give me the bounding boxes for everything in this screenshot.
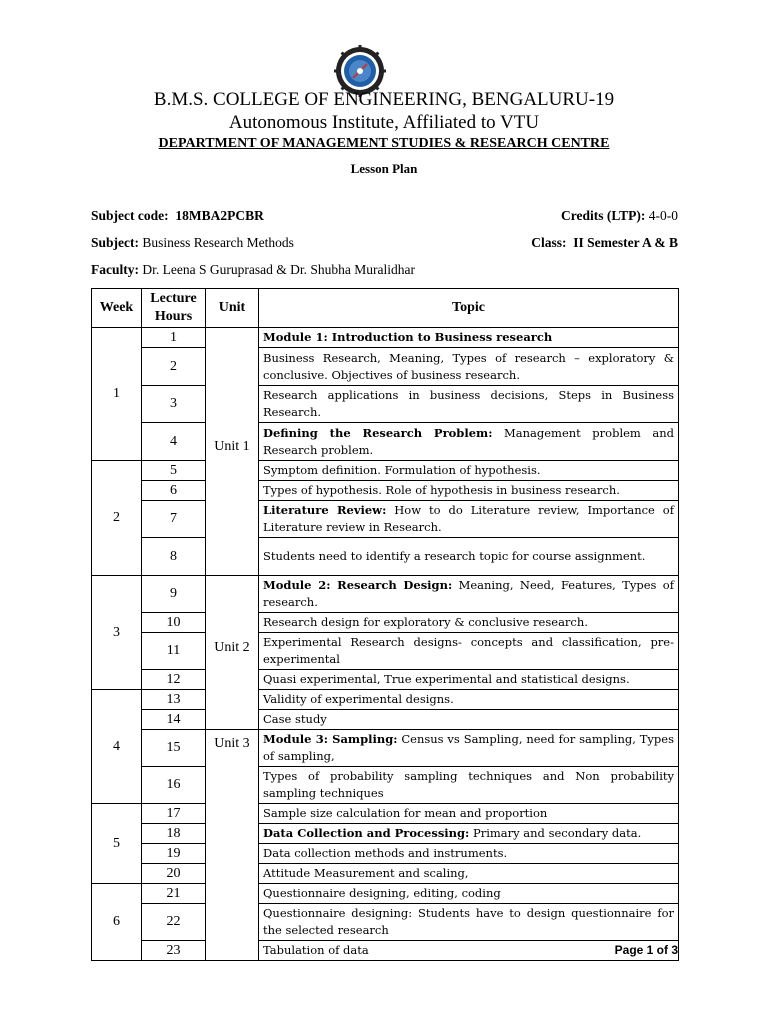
topic-text: Types of hypothesis. Role of hypothesis in business research.: [263, 483, 620, 497]
header-week: Week: [92, 289, 142, 328]
topic-text: Attitude Measurement and scaling,: [263, 866, 469, 880]
topic-cell: [259, 423, 679, 461]
topic-cell: [259, 864, 679, 884]
topic-text: Business Research, Meaning, Types of research – exploratory & conclusive. Objectives of business research.: [263, 350, 674, 382]
page-number: Page 1 of 3: [614, 943, 678, 957]
lecture-hour-cell: 1: [142, 328, 206, 348]
document-title: Lesson Plan: [350, 161, 418, 176]
topic-cell: [259, 328, 679, 348]
faculty-label: Faculty:: [91, 262, 139, 277]
topic-cell: [259, 501, 679, 538]
table-header-row: [92, 289, 679, 328]
topic-text: Primary and secondary data.: [469, 826, 642, 840]
table-row: [92, 844, 679, 864]
topic-text: Meaning, Need, Features, Types of research.: [263, 578, 674, 609]
topic-cell: [259, 633, 679, 670]
topic-text: Sample size calculation for mean and proportion: [263, 806, 548, 820]
topic-text: Management problem and Research problem.: [263, 425, 674, 457]
week-cell: 6: [92, 884, 142, 961]
subject-code: [91, 207, 264, 225]
class: [531, 234, 678, 252]
table-row: [92, 328, 679, 348]
department-name: DEPARTMENT OF MANAGEMENT STUDIES & RESEARCH CENTRE: [158, 136, 610, 151]
topic-cell: [259, 884, 679, 904]
topic-text: Types of probability sampling techniques and Non probability sampling techniques: [263, 769, 674, 800]
topic-cell: [259, 730, 679, 767]
subject-value: Business Research Methods: [142, 235, 294, 250]
lesson-plan-table: [91, 288, 679, 961]
lecture-hour-cell: 21: [142, 884, 206, 904]
class-value: II Semester A & B: [573, 235, 678, 250]
table-row: [92, 941, 679, 961]
table-row: [92, 633, 679, 670]
subject-code-label: Subject code:: [91, 208, 169, 223]
table-row: [92, 767, 679, 804]
topic-text: How to do Literature review, Importance of Literature review in Research.: [263, 503, 674, 534]
table-row: [92, 481, 679, 501]
lecture-hour-cell: 3: [142, 386, 206, 423]
credits-value: 4-0-0: [648, 208, 678, 223]
table-row: [92, 864, 679, 884]
topic-text: Questionnaire designing: Students have to design questionnaire for the selected research: [263, 906, 674, 937]
topic-cell: [259, 670, 679, 690]
topic-text: Experimental Research designs- concepts and classification, pre-experimental: [263, 635, 674, 666]
table-row: [92, 386, 679, 423]
table-row: [92, 576, 679, 613]
week-cell: 2: [92, 461, 142, 576]
topic-cell: [259, 690, 679, 710]
lecture-hour-cell: 15: [142, 730, 206, 767]
table-row: [92, 613, 679, 633]
credits: [561, 207, 678, 225]
topic-text: Tabulation of data: [263, 943, 369, 957]
week-cell: 4: [92, 690, 142, 804]
table-row: [92, 710, 679, 730]
week-cell: 3: [92, 576, 142, 690]
topic-text: Validity of experimental designs.: [263, 692, 454, 706]
institute-subtitle: Autonomous Institute, Affiliated to VTU: [228, 112, 540, 133]
topic-text: Symptom definition. Formulation of hypothesis.: [263, 463, 541, 477]
topic-cell: [259, 767, 679, 804]
table-row: [92, 461, 679, 481]
table-row: [92, 538, 679, 576]
topic-bold-text: Data Collection and Processing:: [263, 826, 470, 840]
topic-cell: [259, 461, 679, 481]
topic-bold-text: Module 3: Sampling:: [263, 732, 398, 746]
lecture-hour-cell: 14: [142, 710, 206, 730]
topic-text: Research applications in business decisions, Steps in Business Research.: [263, 388, 674, 419]
table-row: [92, 824, 679, 844]
lecture-hour-cell: 17: [142, 804, 206, 824]
week-cell: 5: [92, 804, 142, 884]
topic-text: Students need to identify a research topic for course assignment.: [263, 549, 646, 563]
unit-cell: Unit 2: [206, 576, 259, 730]
lecture-hour-cell: 6: [142, 481, 206, 501]
topic-cell: [259, 348, 679, 386]
unit-cell: Unit 1: [206, 328, 259, 576]
table-row: [92, 804, 679, 824]
lecture-hour-cell: 13: [142, 690, 206, 710]
credits-label: Credits (LTP):: [561, 208, 646, 223]
topic-bold-text: Module 2: Research Design:: [263, 578, 453, 592]
topic-cell: [259, 904, 679, 941]
lecture-hour-cell: 11: [142, 633, 206, 670]
table-row: [92, 423, 679, 461]
table-row: [92, 501, 679, 538]
college-name: B.M.S. COLLEGE OF ENGINEERING, BENGALURU-19: [153, 89, 615, 110]
topic-text: Questionnaire designing, editing, coding: [263, 886, 501, 900]
lecture-hour-cell: 8: [142, 538, 206, 576]
lecture-hour-cell: 9: [142, 576, 206, 613]
subject-label: Subject:: [91, 235, 139, 250]
lecture-hour-cell: 10: [142, 613, 206, 633]
topic-cell: [259, 538, 679, 576]
table-body: [92, 328, 679, 961]
lecture-hour-cell: 18: [142, 824, 206, 844]
lecture-hour-cell: 20: [142, 864, 206, 884]
lecture-hour-cell: 4: [142, 423, 206, 461]
lecture-hour-cell: 19: [142, 844, 206, 864]
topic-cell: [259, 481, 679, 501]
header-unit: Unit: [206, 289, 259, 328]
lecture-hour-cell: 22: [142, 904, 206, 941]
table-row: [92, 884, 679, 904]
topic-text: Case study: [263, 712, 327, 726]
subject-code-value: 18MBA2PCBR: [175, 208, 264, 223]
table-row: [92, 730, 679, 767]
topic-bold-text: Literature Review:: [263, 503, 387, 517]
lecture-hour-cell: 12: [142, 670, 206, 690]
table-row: [92, 670, 679, 690]
header-lecture-hours: Lecture Hours: [142, 289, 206, 328]
lecture-hour-cell: 16: [142, 767, 206, 804]
topic-cell: [259, 613, 679, 633]
topic-cell: [259, 844, 679, 864]
faculty-value: Dr. Leena S Guruprasad & Dr. Shubha Muralidhar: [142, 262, 415, 277]
topic-text: Census vs Sampling, need for sampling, Types of sampling,: [263, 732, 674, 763]
table-row: [92, 690, 679, 710]
header-topic: Topic: [259, 289, 679, 328]
class-label: Class:: [531, 235, 567, 250]
topic-cell: [259, 824, 679, 844]
lecture-hour-cell: 23: [142, 941, 206, 961]
topic-bold-text: Defining the Research Problem:: [263, 425, 493, 440]
subject: [91, 234, 294, 252]
topic-bold-text: Module 1: Introduction to Business research: [263, 330, 553, 344]
topic-cell: [259, 576, 679, 613]
unit-cell: Unit 3: [206, 730, 259, 961]
table-row: [92, 348, 679, 386]
topic-cell: [259, 804, 679, 824]
faculty: [91, 261, 415, 279]
week-cell: 1: [92, 328, 142, 461]
lecture-hour-cell: 7: [142, 501, 206, 538]
topic-cell: [259, 386, 679, 423]
table-row: [92, 904, 679, 941]
topic-text: Quasi experimental, True experimental and statistical designs.: [263, 672, 630, 686]
lecture-hour-cell: 2: [142, 348, 206, 386]
topic-text: Data collection methods and instruments.: [263, 846, 508, 860]
lecture-hour-cell: 5: [142, 461, 206, 481]
topic-text: Research design for exploratory & conclusive research.: [263, 615, 588, 629]
topic-cell: [259, 710, 679, 730]
